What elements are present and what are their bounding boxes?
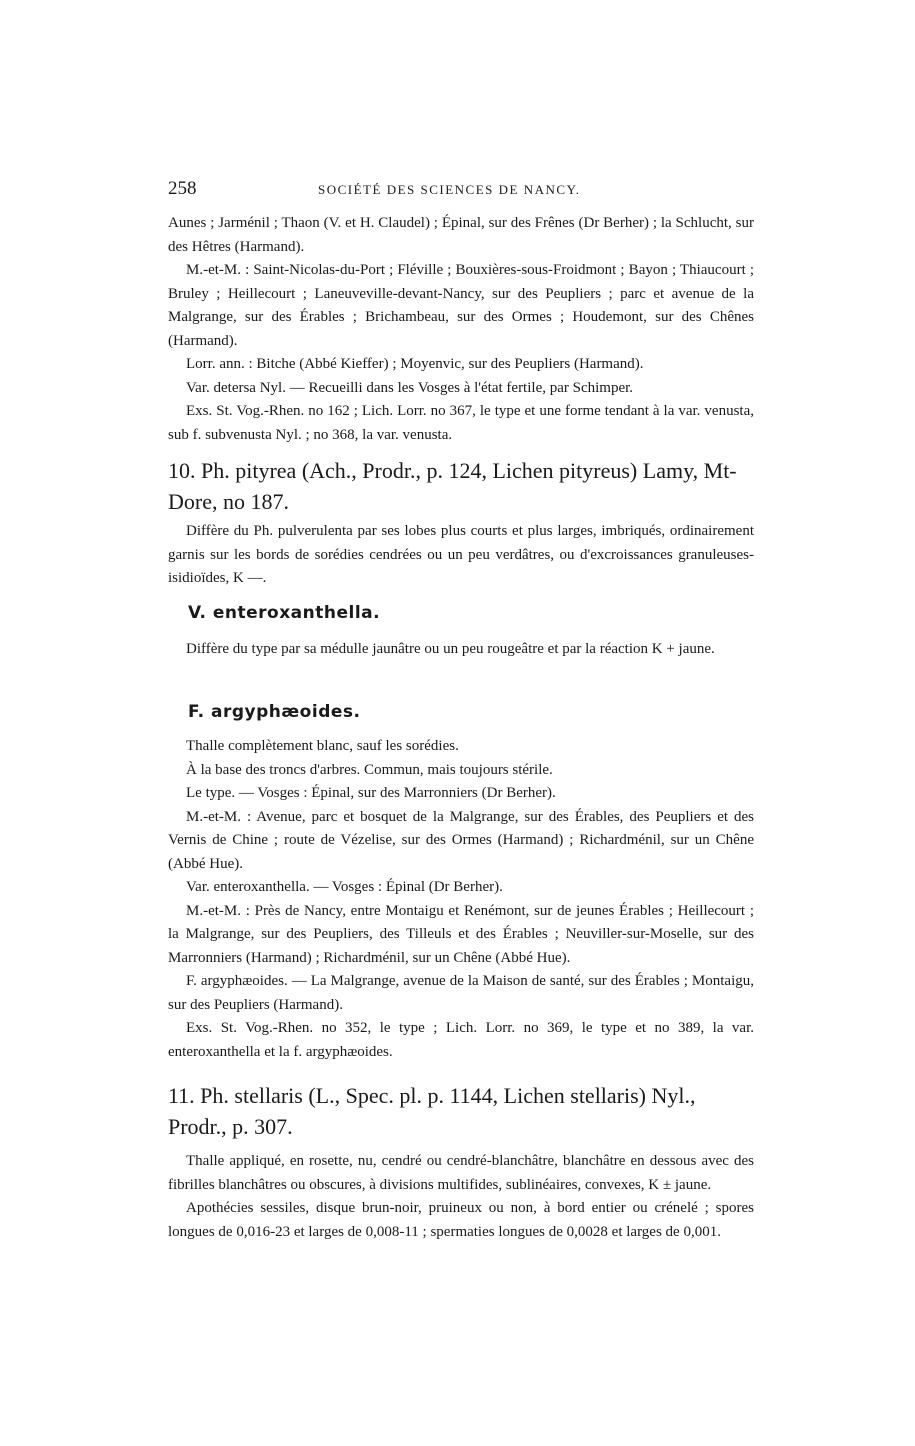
species-11-description bbox=[168, 1150, 754, 1244]
paragraph: Var. enteroxanthella. — Vosges : Épinal (Dr Berher). bbox=[186, 879, 503, 895]
species-10-description bbox=[168, 520, 754, 591]
paragraph: Apothécies sessiles, disque brun-noir, pruineux ou non, à bord entier ou crénelé ; spores longues de 0,016-23 et larges de 0,008-11 ; spermaties longues de 0,0028 et larges de 0,001. bbox=[168, 1200, 754, 1240]
paragraph: Exs. St. Vog.-Rhen. no 162 ; Lich. Lorr. no 367, le type et une forme tendant à la var. venusta, sub f. subvenusta Nyl. ; no 368, la var. venusta. bbox=[168, 403, 754, 443]
paragraph: Le type. — Vosges : Épinal, sur des Marronniers (Dr Berher). bbox=[186, 785, 556, 801]
paragraph: Lorr. ann. : Bitche (Abbé Kieffer) ; Moyenvic, sur des Peupliers (Harmand). bbox=[186, 356, 644, 372]
paragraph: Diffère du type par sa médulle jaunâtre ou un peu rougeâtre et par la réaction K + jaune. bbox=[186, 641, 715, 657]
continuation-block bbox=[168, 212, 754, 447]
paragraph: À la base des troncs d'arbres. Commun, mais toujours stérile. bbox=[186, 761, 553, 778]
running-title: SOCIÉTÉ DES SCIENCES DE NANCY. bbox=[318, 182, 581, 197]
variety-description bbox=[168, 638, 754, 662]
paragraph: Diffère du Ph. pulverulenta par ses lobes plus courts et plus larges, imbriqués, ordinairement garnis sur les bords de sorédies cendrées ou un peu verdâtres, ou d'excroissances granuleuses-isidioïdes, K —. bbox=[168, 523, 754, 586]
page-header bbox=[168, 178, 753, 202]
paragraph: Var. detersa Nyl. — Recueilli dans les Vosges à l'état fertile, par Schimper. bbox=[186, 379, 634, 396]
page-number: 258 bbox=[168, 178, 197, 199]
paragraph: Exs. St. Vog.-Rhen. no 352, le type ; Lich. Lorr. no 369, le type et no 389, la var. enteroxanthella et la f. argyphæoides. bbox=[168, 1020, 754, 1060]
variety-heading: V. enteroxanthella. bbox=[188, 603, 381, 623]
paragraph: Aunes ; Jarménil ; Thaon (V. et H. Claudel) ; Épinal, sur des Frênes (Dr Berher) ; la Schlucht, sur des Hêtres (Harmand). bbox=[168, 215, 754, 255]
form-description bbox=[168, 735, 754, 1064]
paragraph: M.-et-M. : Près de Nancy, entre Montaigu et Renémont, sur de jeunes Érables ; Heillecourt ; la Malgrange, sur des Peupliers, des Tilleuls et des Érables ; Neuviller-sur-Moselle, sur des Marronniers (Harmand) ; Richardménil, sur un Chêne (Abbé Hue). bbox=[168, 902, 754, 966]
paragraph: M.-et-M. : Saint-Nicolas-du-Port ; Fléville ; Bouxières-sous-Froidmont ; Bayon ; Thiaucourt ; Bruley ; Heillecourt ; Laneuveville-devant-Nancy, sur des Peupliers ; parc et avenue de la Malgrange, sur des Érables ; Brichambeau, sur des Ormes ; Houdemont, sur des Chênes (Harmand). bbox=[168, 262, 754, 349]
species-10-heading: 10. Ph. pityrea (Ach., Prodr., p. 124, Lichen pityreus) Lamy, Mt-Dore, no 187. bbox=[168, 458, 737, 514]
paragraph: M.-et-M. : Avenue, parc et bosquet de la Malgrange, sur des Érables, des Peupliers et des Vernis de Chine ; route de Vézelise, sur des Ormes (Harmand) ; Richardménil, sur un Chêne (Abbé Hue). bbox=[168, 808, 754, 872]
paragraph: Thalle appliqué, en rosette, nu, cendré ou cendré-blanchâtre, blanchâtre en dessous avec des fibrilles blanchâtres ou obscures, à divisions multifides, sublinéaires, convexes, K ± jaune. bbox=[168, 1153, 754, 1193]
paragraph: Thalle complètement blanc, sauf les sorédies. bbox=[186, 738, 459, 754]
species-11-heading: 11. Ph. stellaris (L., Spec. pl. p. 1144, Lichen stellaris) Nyl., Prodr., p. 307. bbox=[168, 1083, 696, 1139]
paragraph: F. argyphæoides. — La Malgrange, avenue de la Maison de santé, sur des Érables ; Montaigu, sur des Peupliers (Harmand). bbox=[168, 973, 754, 1013]
form-heading: F. argyphæoides. bbox=[188, 702, 361, 722]
